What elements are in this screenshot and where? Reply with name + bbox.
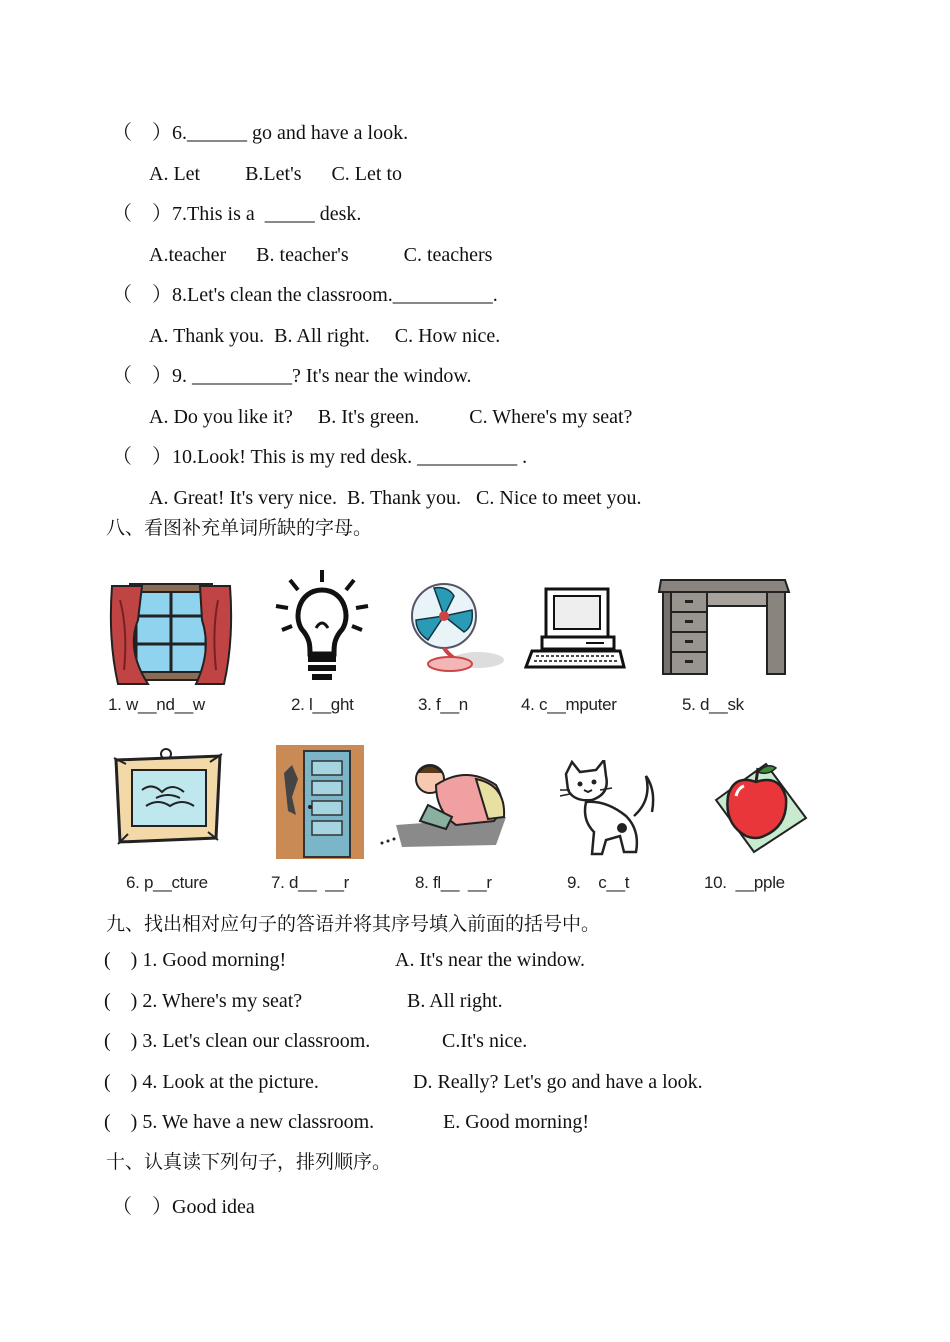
options-6: A. Let B.Let's C. Let to xyxy=(149,163,403,185)
caption-desk: 5. d__sk xyxy=(682,695,744,714)
caption-light: 2. l__ght xyxy=(291,695,354,714)
caption-computer: 4. c__mputer xyxy=(521,695,617,714)
question-8: （ ）8.Let's clean the classroom.__________. xyxy=(112,284,498,306)
match-answer-a: A. It's near the window. xyxy=(395,949,586,971)
apple-picture xyxy=(706,760,808,856)
caption-picture: 6. p__cture xyxy=(126,873,208,892)
caption-floor: 8. fl__ __r xyxy=(415,873,492,892)
light-bulb-picture xyxy=(274,568,370,686)
caption-apple: 10. __pple xyxy=(704,873,785,892)
question-10: （ ）10.Look! This is my red desk. __________ . xyxy=(112,446,528,468)
match-question-1: ( ) 1. Good morning! xyxy=(104,949,287,971)
section-9-heading: 九、找出相对应句子的答语并将其序号填入前面的括号中。 xyxy=(106,913,601,935)
picture-frame-picture xyxy=(112,746,224,846)
order-item-1: （ ）Good idea xyxy=(112,1196,255,1218)
options-7: A.teacher B. teacher's C. teachers xyxy=(149,244,493,266)
caption-window: 1. w__nd__w xyxy=(108,695,205,714)
caption-fan: 3. f__n xyxy=(418,695,468,714)
door-picture xyxy=(276,745,364,859)
question-9: （ ）9. __________? It's near the window. xyxy=(112,365,472,387)
caption-cat: 9. c__t xyxy=(567,873,630,892)
section-10-heading: 十、认真读下列句子，排列顺序。 xyxy=(106,1151,392,1173)
cat-picture xyxy=(556,760,660,858)
match-answer-c: C.It's nice. xyxy=(442,1030,528,1052)
match-question-4: ( ) 4. Look at the picture. xyxy=(104,1071,319,1093)
match-answer-b: B. All right. xyxy=(407,990,503,1012)
match-answer-e: E. Good morning! xyxy=(443,1111,590,1133)
floor-picture xyxy=(376,755,518,851)
fan-picture xyxy=(404,580,504,676)
match-question-2: ( ) 2. Where's my seat? xyxy=(104,990,303,1012)
caption-door: 7. d__ __r xyxy=(271,873,349,892)
computer-picture xyxy=(524,585,626,671)
options-8: A. Thank you. B. All right. C. How nice. xyxy=(149,325,501,347)
question-7: （ ）7.This is a _____ desk. xyxy=(112,203,362,225)
question-6: （ ）6.______ go and have a look. xyxy=(112,122,409,144)
options-10: A. Great! It's very nice. B. Thank you. C. Nice to meet you. xyxy=(149,487,642,509)
desk-picture xyxy=(657,574,791,678)
window-picture xyxy=(108,580,234,688)
match-answer-d: D. Really? Let's go and have a look. xyxy=(413,1071,703,1093)
match-question-3: ( ) 3. Let's clean our classroom. xyxy=(104,1030,371,1052)
match-question-5: ( ) 5. We have a new classroom. xyxy=(104,1111,375,1133)
section-8-heading: 八、看图补充单词所缺的字母。 xyxy=(106,517,373,539)
options-9: A. Do you like it? B. It's green. C. Where's my seat? xyxy=(149,406,633,428)
